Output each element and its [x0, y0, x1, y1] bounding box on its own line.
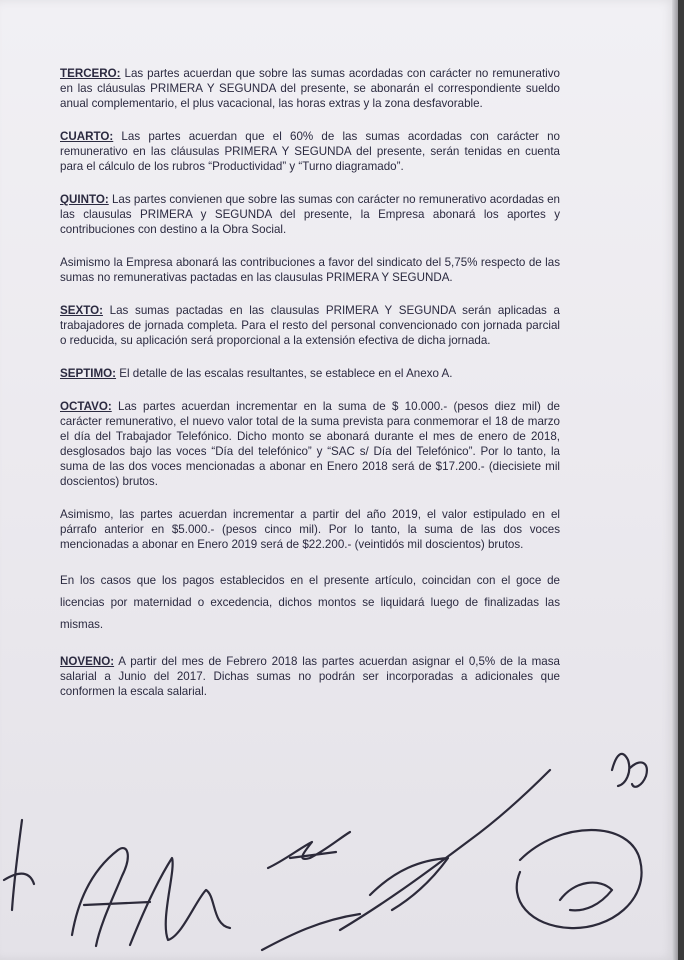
- clause-octavo-licencias: En los casos que los pagos establecidos en el presente artículo, coincidan con el goce de licencias por maternidad o excedencia, dichos montos se liquidará luego de finalizadas las mismas.: [60, 574, 560, 631]
- clause-quinto-continued: Asimismo la Empresa abonará las contribuciones a favor del sindicato del 5,75% respecto de las sumas no remunerativas pactadas en las clausulas PRIMERA Y SEGUNDA.: [60, 256, 560, 284]
- clause-sexto: SEXTO: Las sumas pactadas en las clausulas PRIMERA Y SEGUNDA serán aplicadas a trabajadores de jornada completa. Para el resto del personal convencionado con jornada parcial o reducida, su aplicación será proporcional a la extensión efectiva de dicha jornada.: [60, 304, 560, 347]
- clause-quinto: QUINTO: Las partes convienen que sobre las sumas con carácter no remunerativo acordadas en las clausulas PRIMERA y SEGUNDA del presente, la Empresa abonará los aportes y contribuciones con destino a la Obra Social.: [60, 193, 560, 236]
- clause-noveno: NOVENO: A partir del mes de Febrero 2018 las partes acuerdan asignar el 0,5% de la masa salarial a Junio del 2017. Dichas sumas no podrán ser incorporadas a adicionales que conformen la escala salarial.: [60, 655, 560, 698]
- clause-octavo-continued: Asimismo, las partes acuerdan incrementar a partir del año 2019, el valor estipulado en el párrafo anterior en $5.000.- (pesos cinco mil). Por lo tanto, la suma de las dos voces mencionadas a abonar en Enero 2019 será de $22.200.- (veintidós mil doscientos) brutos.: [60, 508, 560, 551]
- clause-octavo: OCTAVO: Las partes acuerdan incrementar en la suma de $ 10.000.- (pesos diez mil) de carácter remunerativo, el nuevo valor total de la suma prevista para conmemorar el 18 de marzo el día del Trabajador Telefónico. Dicho monto se abonará durante el mes de enero de 2018, desglosados bajo las voces “Día del telefónico” y “SAC s/ Día del Telefónico”. Por lo tanto, la suma de las dos voces mencionadas a abonar en Enero 2018 será de $17.200.- (diecisiete mil doscientos) brutos.: [60, 400, 560, 488]
- signature-3: [268, 832, 350, 868]
- signature-1: [4, 820, 34, 910]
- signature-2: [72, 848, 230, 946]
- initials: [612, 754, 647, 787]
- clause-tercero: TERCERO: Las partes acuerdan que sobre las sumas acordadas con carácter no remunerativo en las cláusulas PRIMERA Y SEGUNDA del presente, se abonarán el correspondiente sueldo anual complementario, el plus vacacional, las horas extras y la zona desfavorable.: [60, 67, 560, 110]
- clause-septimo: SEPTIMO: El detalle de las escalas resultantes, se establece en el Anexo A.: [60, 367, 453, 380]
- clause-cuarto: CUARTO: Las partes acuerdan que el 60% de las sumas acordadas con carácter no remunerativo en las cláusulas PRIMERA Y SEGUNDA del presente, serán tenidas en cuenta para el cálculo de los rubros “Productividad” y “Turno diagramado”.: [60, 130, 560, 173]
- signature-4: [262, 770, 550, 950]
- signature-5: [517, 830, 642, 928]
